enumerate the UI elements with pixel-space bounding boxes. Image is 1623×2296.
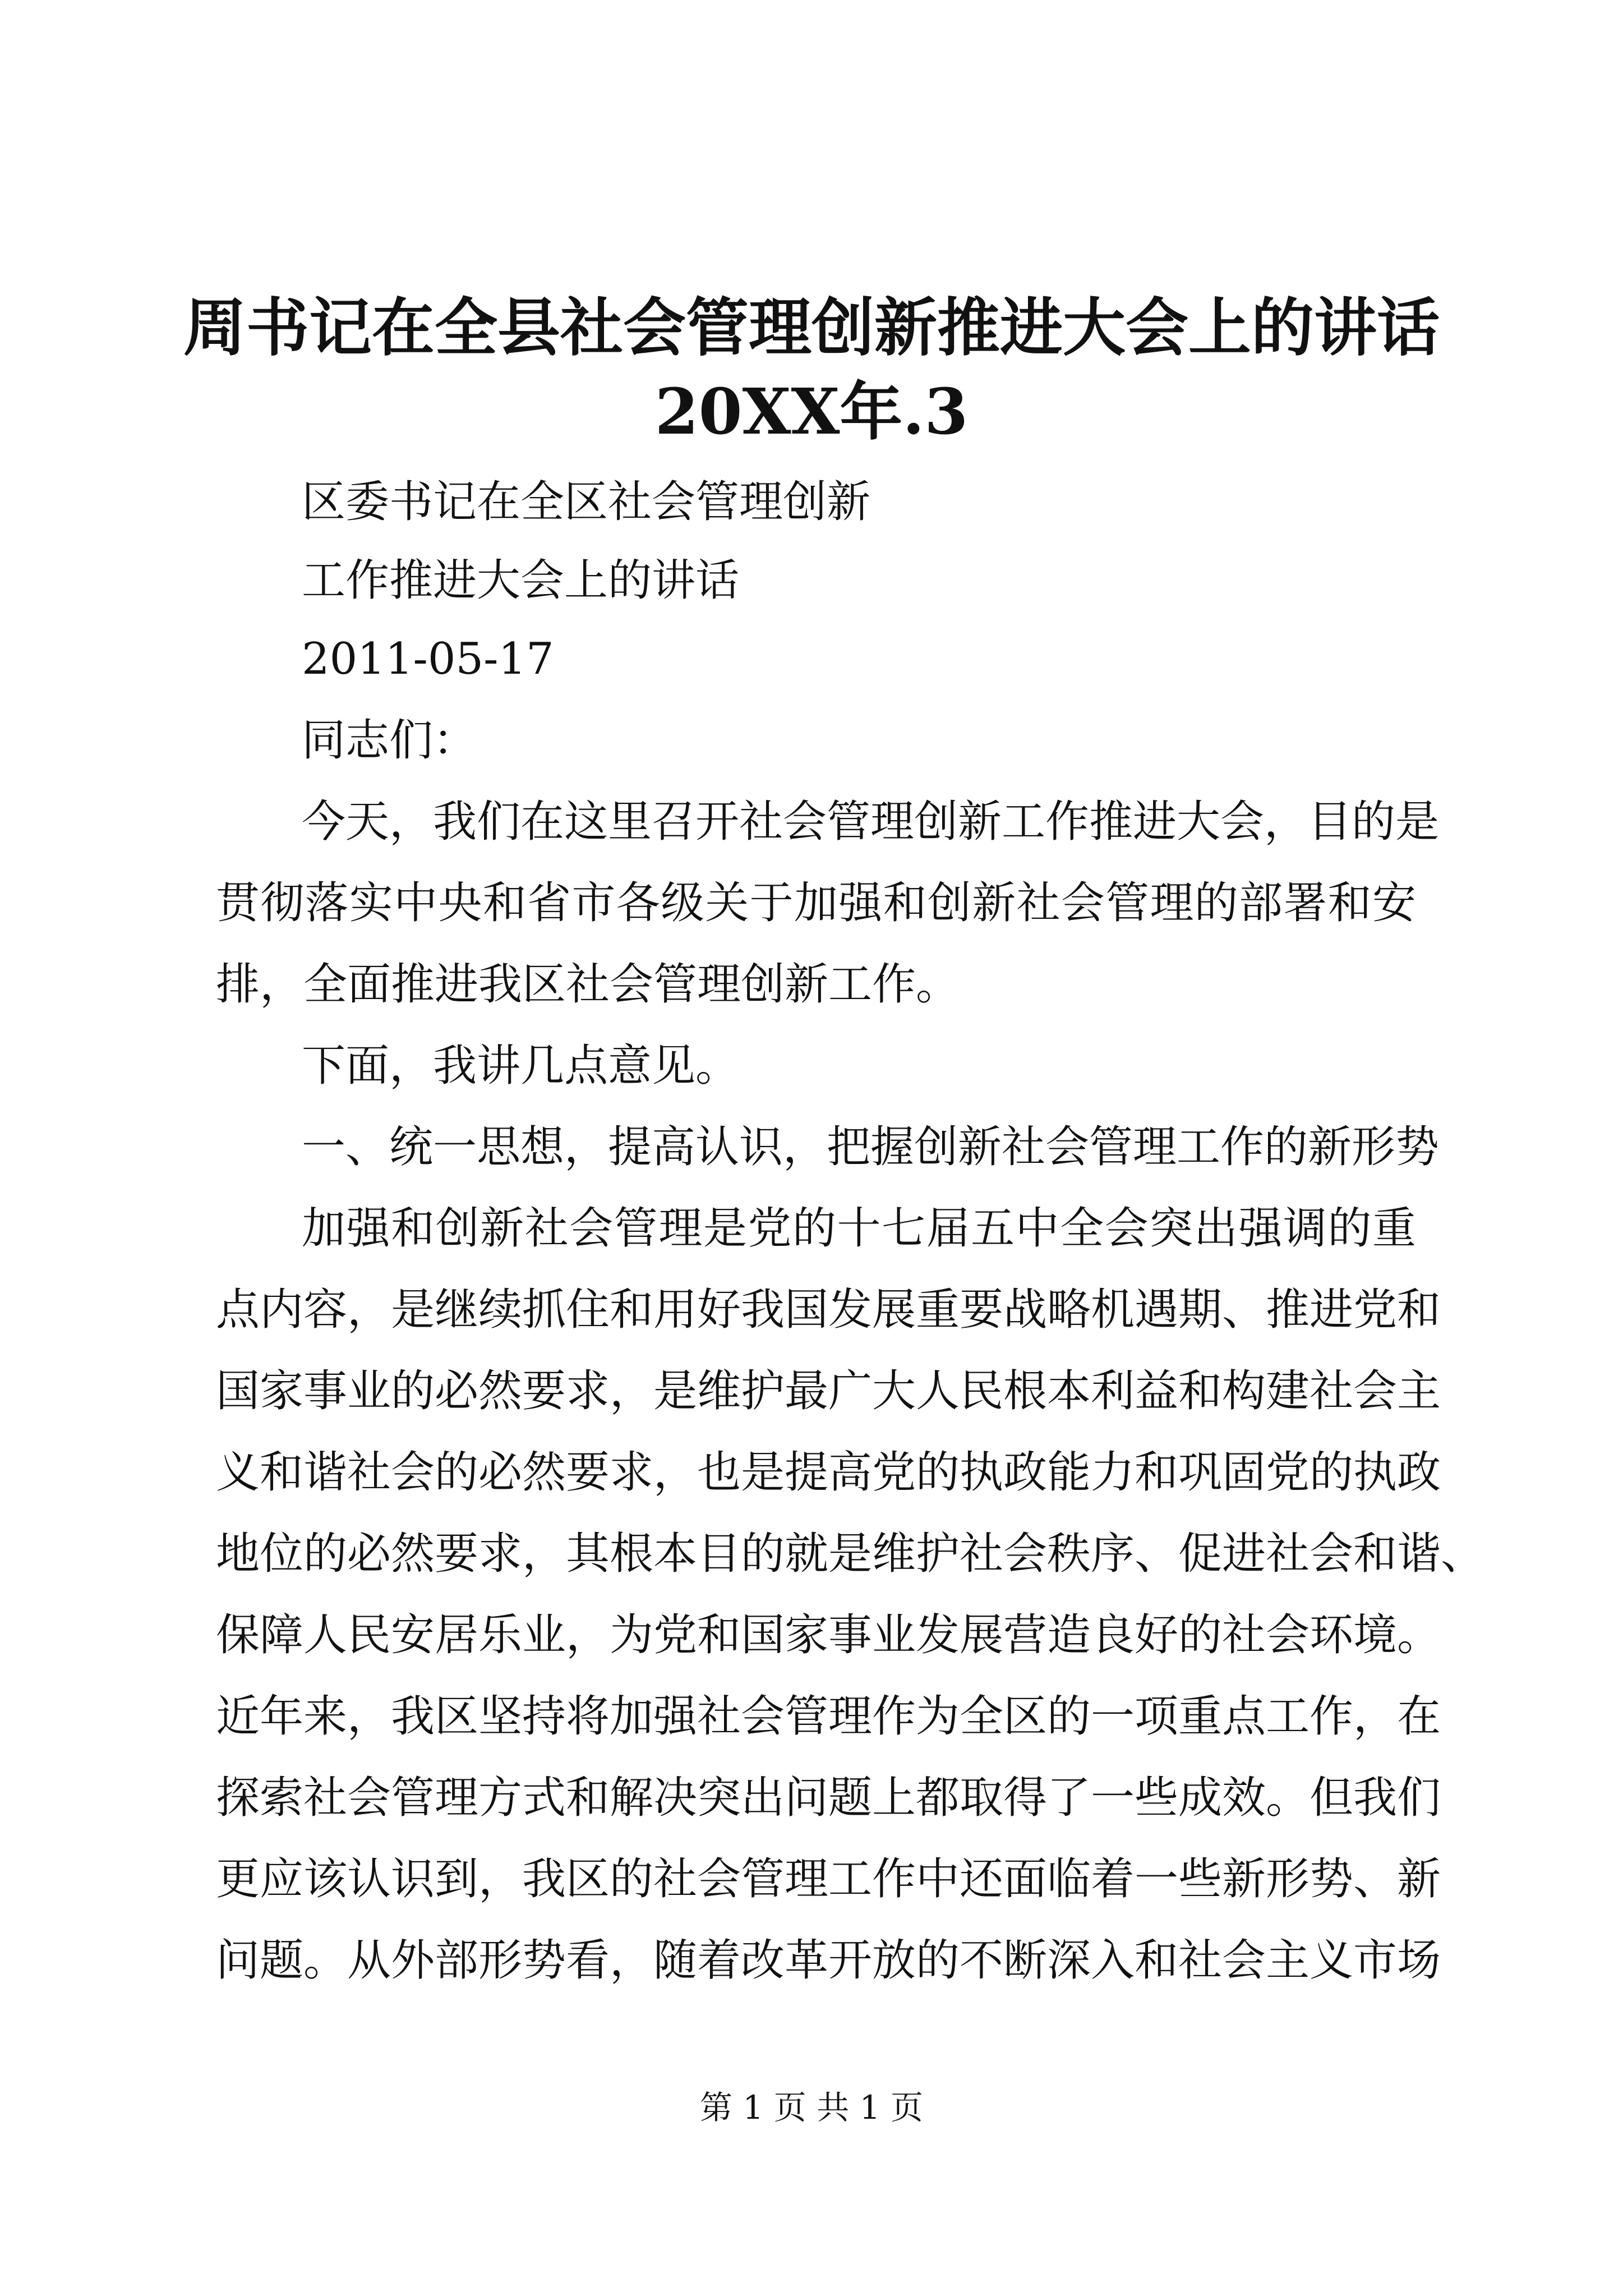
paragraph-1-line: 今天，我们在这里召开社会管理创新工作推进大会，目的是 bbox=[302, 797, 1440, 847]
paragraph-3-line: 更应该认识到，我区的社会管理工作中还面临着一些新形势、新 bbox=[216, 1854, 1441, 1904]
document-title-line-1: 周书记在全县社会管理创新推进大会上的讲话 bbox=[183, 291, 1440, 365]
paragraph-1-line: 贯彻落实中央和省市各级关于加强和创新社会管理的部署和安 bbox=[216, 878, 1416, 928]
paragraph-3-line: 近年来，我区坚持将加强社会管理作为全区的一项重点工作，在 bbox=[216, 1691, 1441, 1742]
document-title-line-2: 20XX年.3 bbox=[654, 375, 969, 449]
paragraph-3-line: 点内容，是继续抓住和用好我国发展重要战略机遇期、推进党和 bbox=[216, 1285, 1441, 1335]
paragraph-3-line: 地位的必然要求，其根本目的就是维护社会秩序、促进社会和谐、 bbox=[216, 1529, 1485, 1579]
subtitle-line-1: 区委书记在全区社会管理创新 bbox=[302, 477, 871, 527]
paragraph-3-line: 探索社会管理方式和解决突出问题上都取得了一些成效。但我们 bbox=[216, 1773, 1441, 1823]
paragraph-3-line: 义和谐社会的必然要求，也是提高党的执政能力和巩固党的执政 bbox=[216, 1447, 1441, 1498]
paragraph-3-line: 国家事业的必然要求，是维护最广大人民根本利益和构建社会主 bbox=[216, 1366, 1441, 1416]
salutation: 同志们： bbox=[302, 715, 477, 766]
paragraph-3-line: 问题。从外部形势看，随着改革开放的不断深入和社会主义市场 bbox=[216, 1935, 1441, 1986]
paragraph-1-line: 排，全面推进我区社会管理创新工作。 bbox=[216, 959, 960, 1010]
page-number-footer: 第 1 页 共 1 页 bbox=[700, 2088, 923, 2127]
paragraph-3-line: 保障人民安居乐业，为党和国家事业发展营造良好的社会环境。 bbox=[216, 1610, 1441, 1660]
paragraph-3-line: 加强和创新社会管理是党的十七届五中全会突出强调的重 bbox=[302, 1203, 1416, 1254]
section-heading-1: 一、统一思想，提高认识，把握创新社会管理工作的新形势 bbox=[302, 1122, 1440, 1172]
document-date: 2011-05-17 bbox=[302, 634, 554, 684]
subtitle-line-2: 工作推进大会上的讲话 bbox=[302, 555, 740, 606]
paragraph-2: 下面，我讲几点意见。 bbox=[302, 1041, 740, 1091]
